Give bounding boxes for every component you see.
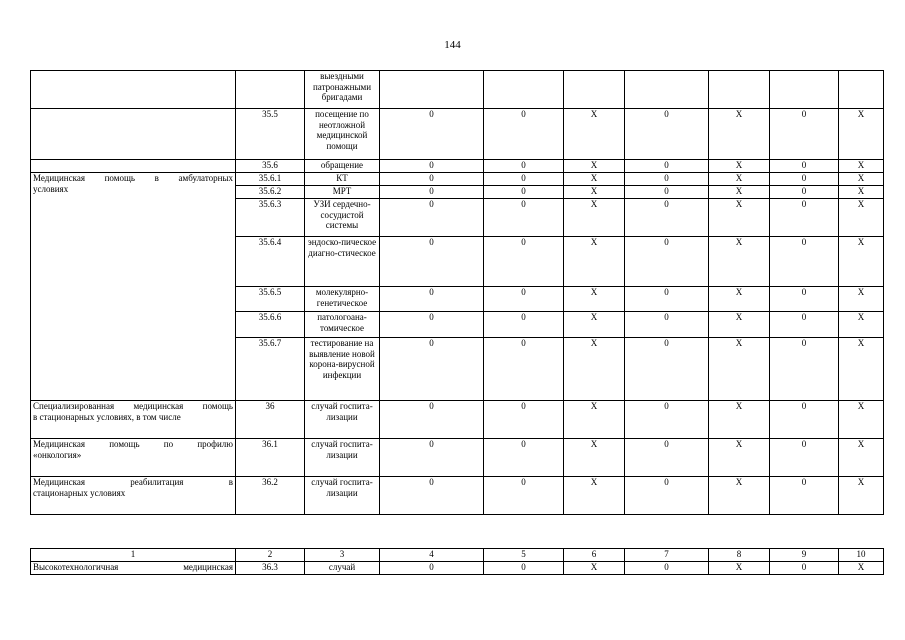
value-cell: X (709, 173, 770, 186)
desc-line2: в стационарных условиях, в том числе (33, 411, 181, 422)
column-number: 5 (484, 549, 564, 562)
row-name: МРТ (305, 186, 380, 199)
value-cell: 0 (380, 173, 484, 186)
value-cell (625, 71, 709, 109)
row-name: тестирование на выявление новой корона-вирусной инфекции (305, 338, 380, 401)
column-number: 7 (625, 549, 709, 562)
hitech-desc-cell: Высокотехнологичная медицинская (31, 562, 236, 575)
table-row (31, 401, 884, 439)
value-cell: X (564, 338, 625, 401)
value-cell: 0 (625, 199, 709, 237)
value-cell: X (839, 160, 884, 173)
value-cell: 0 (380, 562, 484, 575)
row-name: обращение (305, 160, 380, 173)
value-cell: 0 (770, 109, 839, 160)
row-number: 35.6.4 (236, 237, 305, 287)
table-row (31, 477, 884, 515)
value-cell: 0 (625, 287, 709, 312)
row-name: УЗИ сердечно-сосудистой системы (305, 199, 380, 237)
table-row (31, 439, 884, 477)
value-cell (484, 71, 564, 109)
ambulatory-label-cell (31, 173, 236, 401)
value-cell: 0 (625, 186, 709, 199)
value-cell: 0 (625, 109, 709, 160)
value-cell: X (564, 562, 625, 575)
empty-cell (31, 160, 236, 173)
value-cell: X (709, 109, 770, 160)
value-cell: 0 (484, 199, 564, 237)
value-cell: X (709, 312, 770, 338)
value-cell: 0 (380, 312, 484, 338)
value-cell: 0 (484, 237, 564, 287)
column-number: 6 (564, 549, 625, 562)
value-cell: X (709, 338, 770, 401)
value-cell: 0 (625, 237, 709, 287)
empty-cell (31, 71, 236, 109)
main-table (30, 70, 884, 515)
value-cell (770, 71, 839, 109)
row-number: 36 (236, 401, 305, 439)
value-cell: X (839, 173, 884, 186)
empty-cell (31, 109, 236, 160)
value-cell: 0 (484, 312, 564, 338)
value-cell: X (564, 173, 625, 186)
value-cell: 0 (625, 562, 709, 575)
row-name: выездными патронажными бригадами (305, 71, 380, 109)
value-cell: 0 (380, 109, 484, 160)
value-cell: 0 (770, 312, 839, 338)
table-row (31, 160, 884, 173)
row-number: 35.5 (236, 109, 305, 160)
row-number: 35.6.5 (236, 287, 305, 312)
row-name: эндоско-пическое диагно-стическое (305, 237, 380, 287)
value-cell (564, 71, 625, 109)
value-cell: X (709, 439, 770, 477)
value-cell: 0 (770, 477, 839, 515)
value-cell: X (564, 237, 625, 287)
value-cell (380, 71, 484, 109)
rehabilitation-desc-cell (31, 477, 236, 515)
column-number: 2 (236, 549, 305, 562)
row-number: 36.3 (236, 562, 305, 575)
row-name: случай (305, 562, 380, 575)
value-cell: 0 (380, 186, 484, 199)
column-number: 10 (839, 549, 884, 562)
value-cell: X (839, 199, 884, 237)
desc-line1: Медицинская реабилитация в (33, 477, 233, 487)
value-cell: X (839, 186, 884, 199)
desc-line2: «онкология» (33, 449, 82, 460)
value-cell: X (839, 401, 884, 439)
row-number: 35.6.7 (236, 338, 305, 401)
value-cell: X (564, 401, 625, 439)
value-cell: 0 (484, 287, 564, 312)
value-cell: 0 (770, 401, 839, 439)
table-row (31, 173, 884, 186)
row-name: патологоана-томическое (305, 312, 380, 338)
value-cell: X (564, 186, 625, 199)
value-cell: X (839, 109, 884, 160)
value-cell: X (564, 109, 625, 160)
value-cell: X (709, 562, 770, 575)
value-cell: 0 (484, 439, 564, 477)
value-cell: X (839, 287, 884, 312)
value-cell: X (564, 160, 625, 173)
value-cell: 0 (770, 439, 839, 477)
value-cell: X (709, 160, 770, 173)
row-name: случай госпита-лизации (305, 439, 380, 477)
column-numbers-row (31, 549, 884, 562)
row-number: 36.2 (236, 477, 305, 515)
value-cell: X (564, 439, 625, 477)
value-cell: 0 (380, 160, 484, 173)
desc-line2: стационарных условиях (33, 487, 126, 498)
row-number: 35.6.2 (236, 186, 305, 199)
value-cell: X (564, 287, 625, 312)
continuation-table (30, 548, 884, 575)
ambulatory-label-line1: Медицинская помощь в амбулаторных (33, 173, 233, 183)
row-number: 35.6.6 (236, 312, 305, 338)
column-number: 8 (709, 549, 770, 562)
page-number: 144 (444, 39, 461, 51)
table-row (31, 562, 884, 575)
value-cell: X (564, 199, 625, 237)
row-name: молекулярно-генетическое (305, 287, 380, 312)
value-cell: X (839, 312, 884, 338)
row-name: посещение по неотложной медицинской помощи (305, 109, 380, 160)
desc-line1: Медицинская помощь по профилю (33, 439, 233, 449)
value-cell: 0 (770, 173, 839, 186)
row-number: 35.6 (236, 160, 305, 173)
value-cell: X (839, 477, 884, 515)
value-cell: X (839, 562, 884, 575)
value-cell: 0 (625, 312, 709, 338)
value-cell: 0 (770, 186, 839, 199)
row-name: случай госпита-лизации (305, 401, 380, 439)
value-cell: 0 (770, 338, 839, 401)
value-cell: 0 (625, 338, 709, 401)
table-row (31, 71, 884, 109)
column-number: 1 (31, 549, 236, 562)
value-cell: 0 (484, 160, 564, 173)
value-cell: 0 (770, 287, 839, 312)
value-cell: X (839, 338, 884, 401)
value-cell: X (709, 287, 770, 312)
value-cell: X (839, 237, 884, 287)
value-cell: X (709, 477, 770, 515)
value-cell: X (709, 199, 770, 237)
value-cell: 0 (380, 237, 484, 287)
value-cell: X (564, 312, 625, 338)
value-cell: 0 (380, 401, 484, 439)
column-number: 9 (770, 549, 839, 562)
value-cell: 0 (770, 237, 839, 287)
row-number: 35.6.3 (236, 199, 305, 237)
value-cell: 0 (380, 199, 484, 237)
row-number (236, 71, 305, 109)
value-cell: 0 (770, 160, 839, 173)
value-cell (709, 71, 770, 109)
value-cell: 0 (484, 562, 564, 575)
value-cell: 0 (484, 186, 564, 199)
value-cell: 0 (625, 401, 709, 439)
row-name: случай госпита-лизации (305, 477, 380, 515)
value-cell: 0 (484, 109, 564, 160)
row-name: КТ (305, 173, 380, 186)
value-cell: 0 (770, 199, 839, 237)
value-cell: X (709, 186, 770, 199)
value-cell: X (709, 237, 770, 287)
value-cell (839, 71, 884, 109)
row-number: 35.6.1 (236, 173, 305, 186)
value-cell: 0 (484, 477, 564, 515)
value-cell: 0 (380, 439, 484, 477)
value-cell: X (839, 439, 884, 477)
value-cell: 0 (770, 562, 839, 575)
value-cell: 0 (484, 401, 564, 439)
row-number: 36.1 (236, 439, 305, 477)
value-cell: 0 (484, 173, 564, 186)
ambulatory-label-line2: условиях (33, 183, 69, 194)
value-cell: 0 (625, 173, 709, 186)
value-cell: 0 (625, 160, 709, 173)
stationary-desc-cell (31, 401, 236, 439)
table-row (31, 109, 884, 160)
column-number: 4 (380, 549, 484, 562)
desc-line1: Специализированная медицинская помощь (33, 401, 233, 411)
column-number: 3 (305, 549, 380, 562)
value-cell: 0 (380, 477, 484, 515)
value-cell: 0 (380, 287, 484, 312)
value-cell: 0 (625, 439, 709, 477)
value-cell: 0 (625, 477, 709, 515)
value-cell: X (564, 477, 625, 515)
value-cell: 0 (484, 338, 564, 401)
value-cell: X (709, 401, 770, 439)
value-cell: 0 (380, 338, 484, 401)
oncology-desc-cell (31, 439, 236, 477)
